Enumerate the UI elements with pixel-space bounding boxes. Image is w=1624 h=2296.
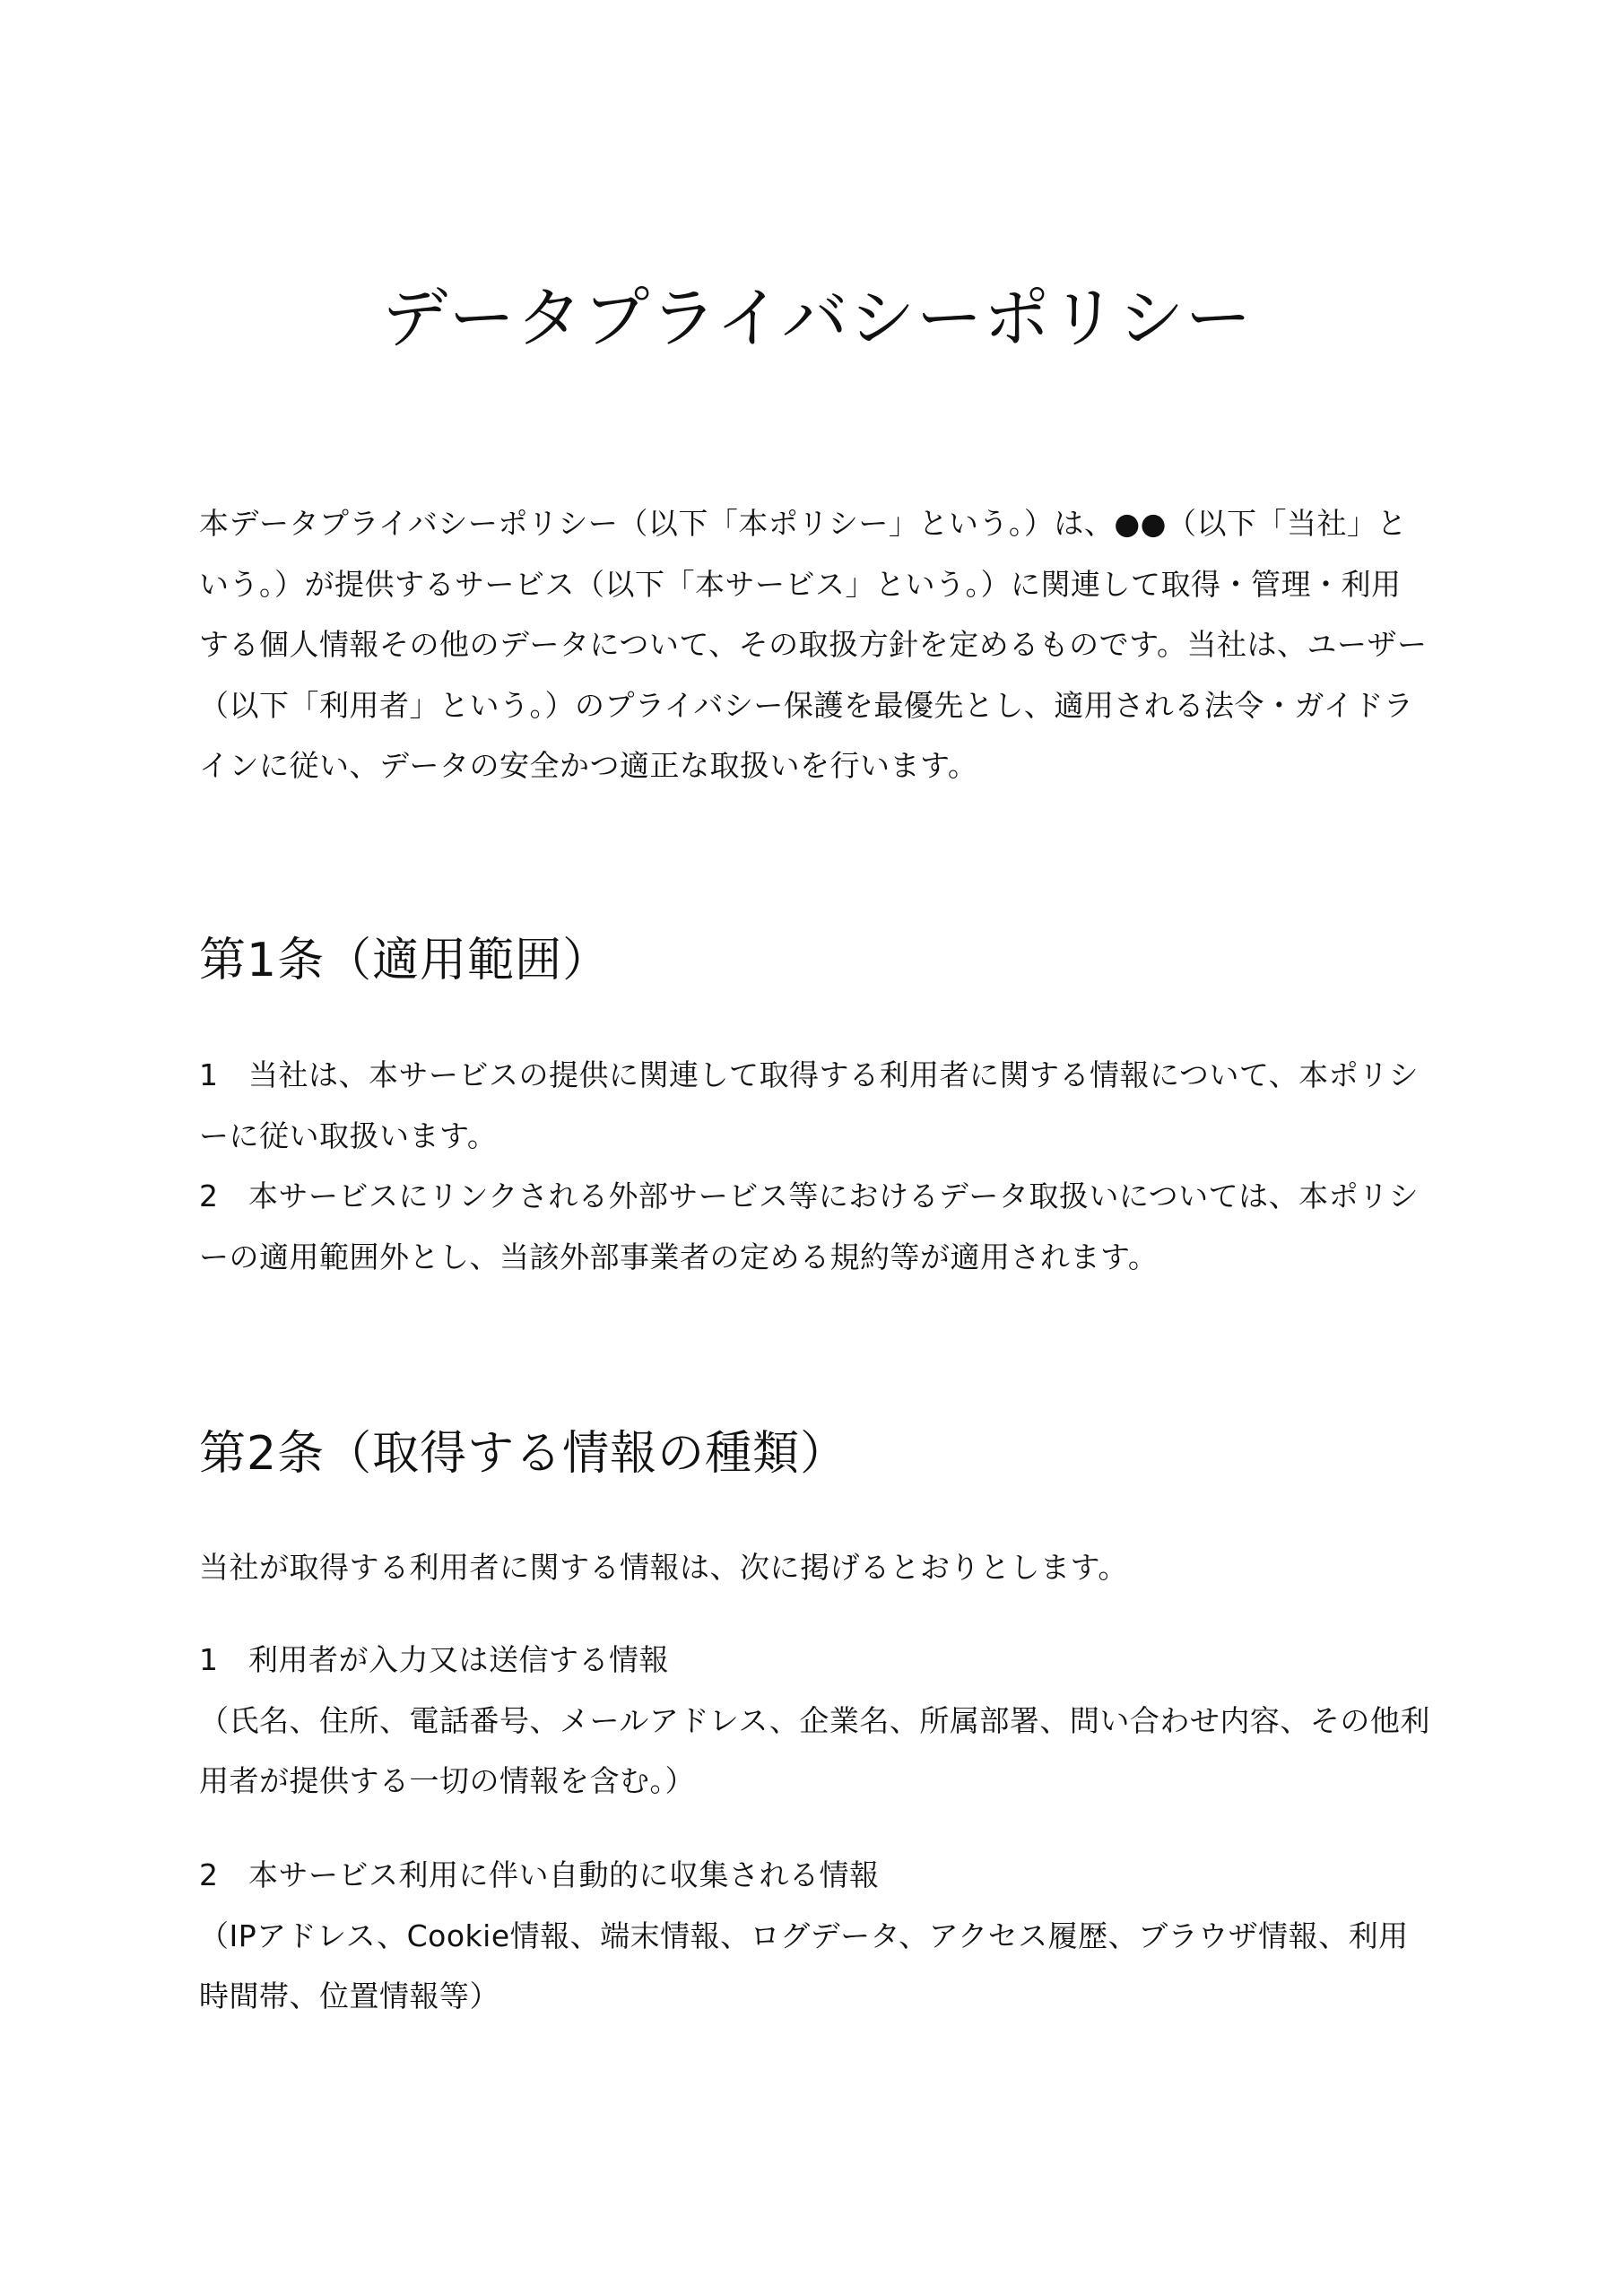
article2-item2-line: （IPアドレス、Cookie情報、端末情報、ログデータ、アクセス履歴、ブラウザ情報、利用 <box>199 1918 1409 1953</box>
article1-line: 1 当社は、本サービスの提供に関連して取得する利用者に関する情報について、本ポリシ <box>199 1057 1420 1092</box>
intro-line: する個人情報その他のデータについて、その取扱方針を定めるものです。当社は、ユーザー <box>199 627 1428 662</box>
intro-line: インに従い、データの安全かつ適正な取扱いを行います。 <box>199 748 978 783</box>
article2-item-2 <box>199 1845 1435 2027</box>
intro-paragraph <box>199 493 1435 796</box>
article2-item2-line: 2 本サービス利用に伴い自動的に収集される情報 <box>199 1857 880 1892</box>
article1-line: ーに従い取扱います。 <box>199 1118 498 1153</box>
article2-item-1 <box>199 1630 1435 1812</box>
article2-item1-line: （氏名、住所、電話番号、メールアドレス、企業名、所属部署、問い合わせ内容、その他利 <box>199 1702 1430 1738</box>
article2-item1-line: 1 利用者が入力又は送信する情報 <box>199 1642 669 1677</box>
article2-item2-line: 時間帯、位置情報等） <box>199 1979 499 2013</box>
article2-intro <box>199 1537 1435 1598</box>
intro-line: （以下「利用者」という。）のプライバシー保護を最優先とし、適用される法令・ガイドラ <box>199 687 1414 723</box>
article2-heading: 第2条（取得する情報の種類） <box>199 1427 848 1481</box>
article1-body <box>199 1045 1435 1287</box>
intro-line: いう。）が提供するサービス（以下「本サービス」という。）に関連して取得・管理・利用 <box>199 566 1402 602</box>
document-title: データプライバシーポリシー <box>381 280 1253 357</box>
article1-line: ーの適用範囲外とし、当該外部事業者の定める規約等が適用されます。 <box>199 1239 1159 1274</box>
article2-item1-line: 用者が提供する一切の情報を含む。） <box>199 1763 695 1798</box>
article1-line: 2 本サービスにリンクされる外部サービス等におけるデータ取扱いについては、本ポリシ <box>199 1178 1420 1213</box>
intro-line: 本データプライバシーポリシー（以下「本ポリシー」という。）は、●●（以下「当社」と <box>199 506 1407 541</box>
article2-intro-line: 当社が取得する利用者に関する情報は、次に掲げるとおりとします。 <box>199 1550 1128 1585</box>
article1-heading: 第1条（適用範囲） <box>199 934 611 987</box>
